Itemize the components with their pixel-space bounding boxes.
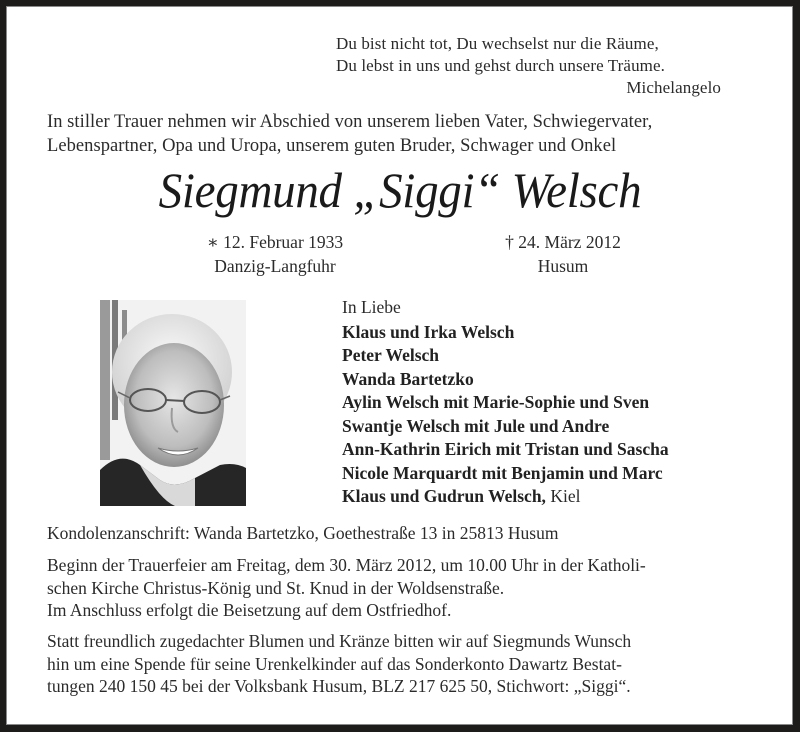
mourner-name: Aylin Welsch mit Marie-Sophie und Sven bbox=[342, 392, 650, 412]
ceremony-line: schen Kirche Christus-König und St. Knud in der Woldsenstraße. bbox=[47, 577, 505, 598]
mourner-name-last bbox=[342, 485, 669, 509]
death-info bbox=[463, 230, 663, 278]
donation-line: Statt freundlich zugedachter Blumen und Kränze bitten wir auf Siegmunds Wunsch bbox=[47, 631, 632, 651]
mourner-name: Nicole Marquardt mit Benjamin und Marc bbox=[342, 462, 663, 483]
intro-text bbox=[47, 110, 652, 158]
deceased-name: Siegmund „Siggi“ Welsch bbox=[158, 162, 642, 218]
birth-date: ∗ 12. Februar 1933 bbox=[206, 232, 344, 252]
mourner-name: Wanda Bartetzko bbox=[342, 368, 474, 389]
intro-line: In stiller Trauer nehmen wir Abschied von unserem lieben Vater, Schwiegervater, bbox=[47, 112, 653, 132]
quote-author: Michelangelo bbox=[626, 78, 721, 97]
quote-line: Du bist nicht tot, Du wechselst nur die Räume, bbox=[336, 34, 659, 53]
donation-line: tungen 240 150 45 bei der Volksbank Husum, BLZ 217 625 50, Stichwort: „Siggi“. bbox=[47, 676, 631, 696]
mourner-name: Ann-Kathrin Eirich mit Tristan und Sascha bbox=[342, 439, 669, 459]
birth-place: Danzig-Langfuhr bbox=[214, 256, 336, 276]
mourner-name: Klaus und Irka Welsch bbox=[342, 321, 515, 342]
donation-request bbox=[47, 630, 631, 698]
mourner-name: Swantje Welsch mit Jule und Andre bbox=[342, 415, 610, 436]
epigraph-quote bbox=[336, 33, 721, 99]
donation-line: hin um eine Spende für seine Urenkelkinder auf das Sonderkonto Dawartz Bestat- bbox=[47, 653, 622, 674]
death-date: † 24. März 2012 bbox=[505, 232, 621, 252]
death-place: Husum bbox=[537, 256, 589, 276]
ceremony-line: Beginn der Trauerfeier am Freitag, dem 30. März 2012, um 10.00 Uhr in der Katholi- bbox=[47, 555, 646, 575]
condolence-text: Kondolenzanschrift: Wanda Bartetzko, Goethestraße 13 in 25813 Husum bbox=[47, 523, 559, 543]
quote-line: Du lebst in uns und gehst durch unsere Träume. bbox=[336, 56, 665, 75]
ceremony-line: Im Anschluss erfolgt die Beisetzung auf dem Ostfriedhof. bbox=[47, 600, 452, 620]
ceremony-info bbox=[47, 554, 646, 622]
mourner-name: Peter Welsch bbox=[342, 345, 440, 365]
condolence-address bbox=[47, 522, 558, 545]
intro-line: Lebenspartner, Opa und Uropa, unserem guten Bruder, Schwager und Onkel bbox=[47, 136, 617, 156]
birth-info bbox=[175, 230, 375, 278]
mourners-list bbox=[342, 296, 669, 509]
mourner-name: Klaus und Gudrun Welsch, bbox=[342, 486, 546, 506]
mourner-place: Kiel bbox=[545, 486, 581, 506]
portrait-photo bbox=[100, 300, 246, 506]
mourners-lead: In Liebe bbox=[342, 297, 401, 317]
